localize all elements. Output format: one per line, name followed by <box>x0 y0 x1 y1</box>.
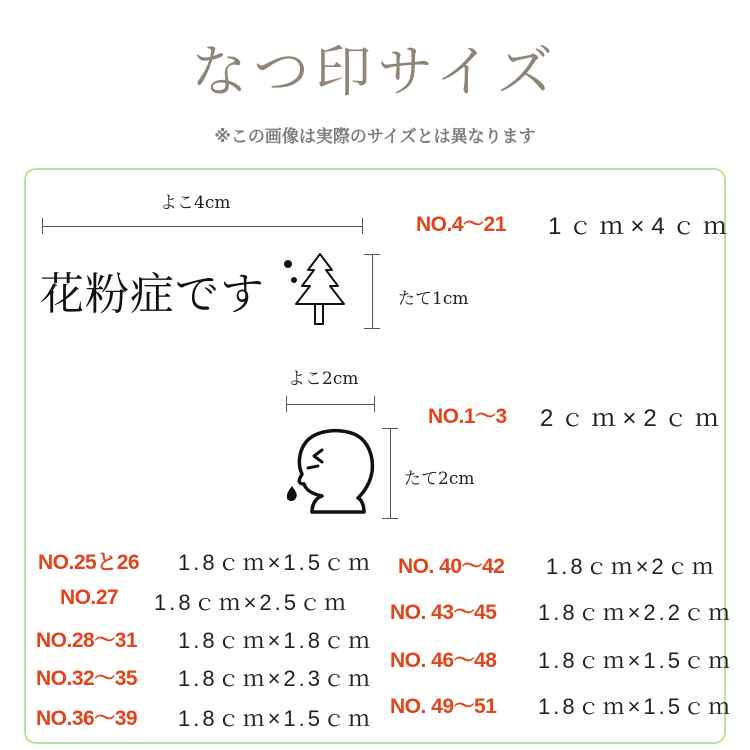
size-value: 1.8ｃｍ×1.5ｃｍ <box>538 648 734 673</box>
model-no-4-21: NO.4〜21 <box>416 213 506 236</box>
model-no-1-3: NO.1〜3 <box>428 405 507 428</box>
model-no-43-45: NO. 43〜45 <box>390 601 497 624</box>
model-no-27: NO.27 <box>60 586 119 609</box>
width-dimension-line <box>42 226 362 227</box>
page-title: なつ印サイズ <box>191 40 559 105</box>
dimension-cap <box>364 328 380 329</box>
width-label-4cm: よこ4cm <box>160 193 231 213</box>
tree-icon <box>280 250 352 332</box>
size-value: 1.8ｃｍ×1.5ｃｍ <box>538 694 734 719</box>
height-label-1cm: たて1cm <box>398 289 469 309</box>
size-value: 1.8ｃｍ×2.5ｃｍ <box>154 590 350 615</box>
size-1x4: 1ｃｍ×4ｃｍ <box>548 213 734 240</box>
width-label-2cm: よこ2cm <box>288 369 359 389</box>
sample-stamp-text: 花粉症です <box>40 269 265 320</box>
height-dimension-line <box>372 254 373 328</box>
model-no-49-51: NO. 49〜51 <box>390 695 497 718</box>
model-no-46-48: NO. 46〜48 <box>390 649 497 672</box>
dimension-cap <box>382 428 398 429</box>
height-label-2cm: たて2cm <box>404 469 475 489</box>
width-dimension-line <box>286 404 374 405</box>
disclaimer-note: ※この画像は実際のサイズとは異なります <box>214 127 536 147</box>
size-value: 1.8ｃｍ×1.5ｃｍ <box>178 550 374 575</box>
size-value: 1.8ｃｍ×2.2ｃｍ <box>538 600 734 625</box>
model-no-40-42: NO. 40〜42 <box>398 555 505 578</box>
size-value: 1.8ｃｍ×2ｃｍ <box>546 554 717 579</box>
model-no-36-39: NO.36〜39 <box>36 707 138 730</box>
dimension-cap <box>374 396 375 412</box>
dimension-cap <box>364 254 380 255</box>
model-no-32-35: NO.32〜35 <box>36 667 138 690</box>
dimension-cap <box>362 218 363 234</box>
model-no-25-26: NO.25と26 <box>38 551 140 574</box>
size-value: 1.8ｃｍ×2.3ｃｍ <box>178 666 374 691</box>
dimension-cap <box>286 396 287 412</box>
dimension-cap <box>382 518 398 519</box>
sneezing-face-icon <box>282 426 378 520</box>
size-value: 1.8ｃｍ×1.5ｃｍ <box>178 706 374 731</box>
height-dimension-line <box>390 428 391 518</box>
dimension-cap <box>42 218 43 234</box>
model-no-28-31: NO.28〜31 <box>36 629 138 652</box>
size-2x2: 2ｃｍ×2ｃｍ <box>540 405 726 432</box>
size-value: 1.8ｃｍ×1.8ｃｍ <box>178 628 374 653</box>
